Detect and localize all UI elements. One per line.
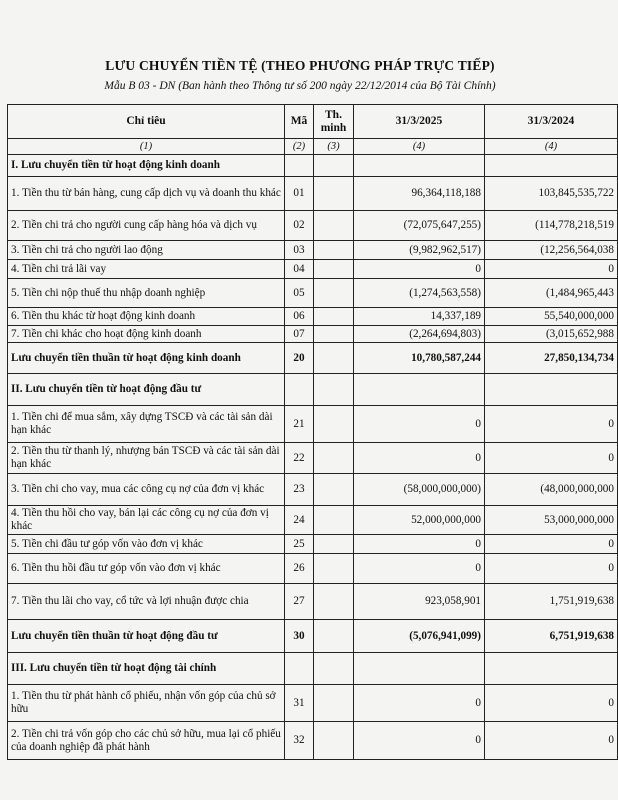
table-row <box>8 177 618 211</box>
header-period-2: 31/3/2024 <box>485 105 618 139</box>
table-row <box>8 279 618 308</box>
row-note <box>314 211 354 241</box>
row-value-period-2 <box>485 155 618 177</box>
row-value-period-1: 0 <box>354 554 485 584</box>
table-row <box>8 406 618 443</box>
column-index-row <box>8 139 618 155</box>
row-label: 4. Tiền chi trả lãi vay <box>8 260 285 279</box>
row-value-period-1 <box>354 155 485 177</box>
row-note <box>314 343 354 374</box>
row-value-period-1: 0 <box>354 406 485 443</box>
row-value-period-2: 0 <box>485 443 618 474</box>
section-header-row <box>8 374 618 406</box>
row-value-period-2: 27,850,134,734 <box>485 343 618 374</box>
row-note <box>314 155 354 177</box>
row-label: 1. Tiền thu từ phát hành cổ phiếu, nhận vốn góp của chủ sở hữu <box>8 685 285 722</box>
row-code: 05 <box>285 279 314 308</box>
row-note <box>314 326 354 343</box>
row-value-period-1: 0 <box>354 685 485 722</box>
row-value-period-2: 6,751,919,638 <box>485 620 618 653</box>
report-subtitle: Mẫu B 03 - DN (Ban hành theo Thông tư số 200 ngày 22/12/2014 của Bộ Tài Chính) <box>104 80 496 92</box>
row-code: 02 <box>285 211 314 241</box>
row-value-period-2: 53,000,000,000 <box>485 506 618 535</box>
row-value-period-1: 0 <box>354 443 485 474</box>
row-value-period-2: (3,015,652,988 <box>485 326 618 343</box>
row-value-period-1: 96,364,118,188 <box>354 177 485 211</box>
table-row <box>8 554 618 584</box>
row-label: II. Lưu chuyển tiền từ hoạt động đầu tư <box>8 374 285 406</box>
row-note <box>314 279 354 308</box>
row-value-period-2 <box>485 653 618 685</box>
row-note <box>314 685 354 722</box>
row-code: 22 <box>285 443 314 474</box>
table-row <box>8 506 618 535</box>
row-value-period-1: 0 <box>354 260 485 279</box>
row-note <box>314 620 354 653</box>
row-value-period-2: (48,000,000,000 <box>485 474 618 506</box>
table-row <box>8 241 618 260</box>
row-code: 07 <box>285 326 314 343</box>
header-label: Chỉ tiêu <box>8 105 285 139</box>
row-code: 01 <box>285 177 314 211</box>
row-code: 32 <box>285 722 314 760</box>
table-body <box>8 155 618 760</box>
row-label: 4. Tiền thu hồi cho vay, bán lại các công cụ nợ của đơn vị khác <box>8 506 285 535</box>
header-period-1: 31/3/2025 <box>354 105 485 139</box>
row-value-period-2: 0 <box>485 535 618 554</box>
cash-flow-table <box>7 104 618 760</box>
table-row <box>8 584 618 620</box>
row-note <box>314 653 354 685</box>
row-code: 27 <box>285 584 314 620</box>
row-note <box>314 506 354 535</box>
row-code: 26 <box>285 554 314 584</box>
section-header-row <box>8 155 618 177</box>
index-cell: (4) <box>485 139 618 155</box>
table-row <box>8 535 618 554</box>
row-code: 06 <box>285 308 314 326</box>
row-value-period-2: 0 <box>485 260 618 279</box>
row-note <box>314 406 354 443</box>
row-value-period-2: (114,778,218,519 <box>485 211 618 241</box>
row-value-period-1: (9,982,962,517) <box>354 241 485 260</box>
row-label: III. Lưu chuyển tiền từ hoạt động tài chính <box>8 653 285 685</box>
table-row <box>8 260 618 279</box>
row-label: 1. Tiền thu từ bán hàng, cung cấp dịch vụ và doanh thu khác <box>8 177 285 211</box>
row-value-period-2: 0 <box>485 554 618 584</box>
row-label: 6. Tiền thu hồi đầu tư góp vốn vào đơn vị khác <box>8 554 285 584</box>
row-label: 5. Tiền chi nộp thuế thu nhập doanh nghiệp <box>8 279 285 308</box>
index-cell: (4) <box>354 139 485 155</box>
row-value-period-1: 0 <box>354 722 485 760</box>
row-code <box>285 374 314 406</box>
row-note <box>314 241 354 260</box>
index-cell: (3) <box>314 139 354 155</box>
table-row <box>8 211 618 241</box>
row-note <box>314 443 354 474</box>
row-label: 1. Tiền chi để mua sắm, xây dựng TSCĐ và các tài sản dài hạn khác <box>8 406 285 443</box>
section-header-row <box>8 653 618 685</box>
row-value-period-1: 923,058,901 <box>354 584 485 620</box>
row-code: 20 <box>285 343 314 374</box>
row-value-period-1: 0 <box>354 535 485 554</box>
subtotal-row <box>8 343 618 374</box>
index-cell: (1) <box>8 139 285 155</box>
row-value-period-2: 0 <box>485 722 618 760</box>
row-value-period-2: 0 <box>485 406 618 443</box>
row-value-period-2 <box>485 374 618 406</box>
row-label: 2. Tiền thu từ thanh lý, nhượng bán TSCĐ và các tài sản dài hạn khác <box>8 443 285 474</box>
index-cell: (2) <box>285 139 314 155</box>
row-note <box>314 554 354 584</box>
row-note <box>314 308 354 326</box>
table-row <box>8 326 618 343</box>
row-note <box>314 177 354 211</box>
row-code: 31 <box>285 685 314 722</box>
row-label: 2. Tiền chi trả vốn góp cho các chủ sở hữu, mua lại cổ phiếu của doanh nghiệp đã phát hành <box>8 722 285 760</box>
row-note <box>314 260 354 279</box>
row-value-period-2: (12,256,564,038 <box>485 241 618 260</box>
header-code: Mã <box>285 105 314 139</box>
row-value-period-1: 14,337,189 <box>354 308 485 326</box>
row-label: 7. Tiền chi khác cho hoạt động kinh doanh <box>8 326 285 343</box>
row-value-period-2: 1,751,919,638 <box>485 584 618 620</box>
row-note <box>314 722 354 760</box>
row-value-period-1: 52,000,000,000 <box>354 506 485 535</box>
row-label: 6. Tiền thu khác từ hoạt động kinh doanh <box>8 308 285 326</box>
row-value-period-1: (2,264,694,803) <box>354 326 485 343</box>
row-label: 2. Tiền chi trả cho người cung cấp hàng hóa và dịch vụ <box>8 211 285 241</box>
row-label: Lưu chuyển tiền thuần từ hoạt động kinh doanh <box>8 343 285 374</box>
row-label: 7. Tiền thu lãi cho vay, cổ tức và lợi nhuận được chia <box>8 584 285 620</box>
header-note: Th. minh <box>314 105 354 139</box>
row-code: 25 <box>285 535 314 554</box>
row-code <box>285 653 314 685</box>
row-code <box>285 155 314 177</box>
table-row <box>8 722 618 760</box>
row-value-period-1 <box>354 653 485 685</box>
row-label: 3. Tiền chi cho vay, mua các công cụ nợ của đơn vị khác <box>8 474 285 506</box>
row-value-period-1: (58,000,000,000) <box>354 474 485 506</box>
table-row <box>8 474 618 506</box>
row-code: 03 <box>285 241 314 260</box>
row-label: 5. Tiền chi đầu tư góp vốn vào đơn vị khác <box>8 535 285 554</box>
subtotal-row <box>8 620 618 653</box>
row-code: 23 <box>285 474 314 506</box>
row-value-period-1: (72,075,647,255) <box>354 211 485 241</box>
row-label: Lưu chuyển tiền thuần từ hoạt động đầu tư <box>8 620 285 653</box>
row-value-period-2: 103,845,535,722 <box>485 177 618 211</box>
table-row <box>8 685 618 722</box>
row-value-period-1: (1,274,563,558) <box>354 279 485 308</box>
table-row <box>8 308 618 326</box>
report-title: LƯU CHUYỂN TIỀN TỆ (THEO PHƯƠNG PHÁP TRỰC TIẾP) <box>105 58 495 73</box>
table-header-row <box>8 105 618 139</box>
row-value-period-2: 55,540,000,000 <box>485 308 618 326</box>
row-note <box>314 535 354 554</box>
row-code: 30 <box>285 620 314 653</box>
row-value-period-2: (1,484,965,443 <box>485 279 618 308</box>
row-value-period-1 <box>354 374 485 406</box>
row-value-period-1: 10,780,587,244 <box>354 343 485 374</box>
row-code: 21 <box>285 406 314 443</box>
row-code: 04 <box>285 260 314 279</box>
row-note <box>314 584 354 620</box>
row-value-period-2: 0 <box>485 685 618 722</box>
row-label: I. Lưu chuyển tiền từ hoạt động kinh doanh <box>8 155 285 177</box>
row-label: 3. Tiền chi trả cho người lao động <box>8 241 285 260</box>
row-code: 24 <box>285 506 314 535</box>
row-value-period-1: (5,076,941,099) <box>354 620 485 653</box>
table-row <box>8 443 618 474</box>
row-note <box>314 474 354 506</box>
row-note <box>314 374 354 406</box>
